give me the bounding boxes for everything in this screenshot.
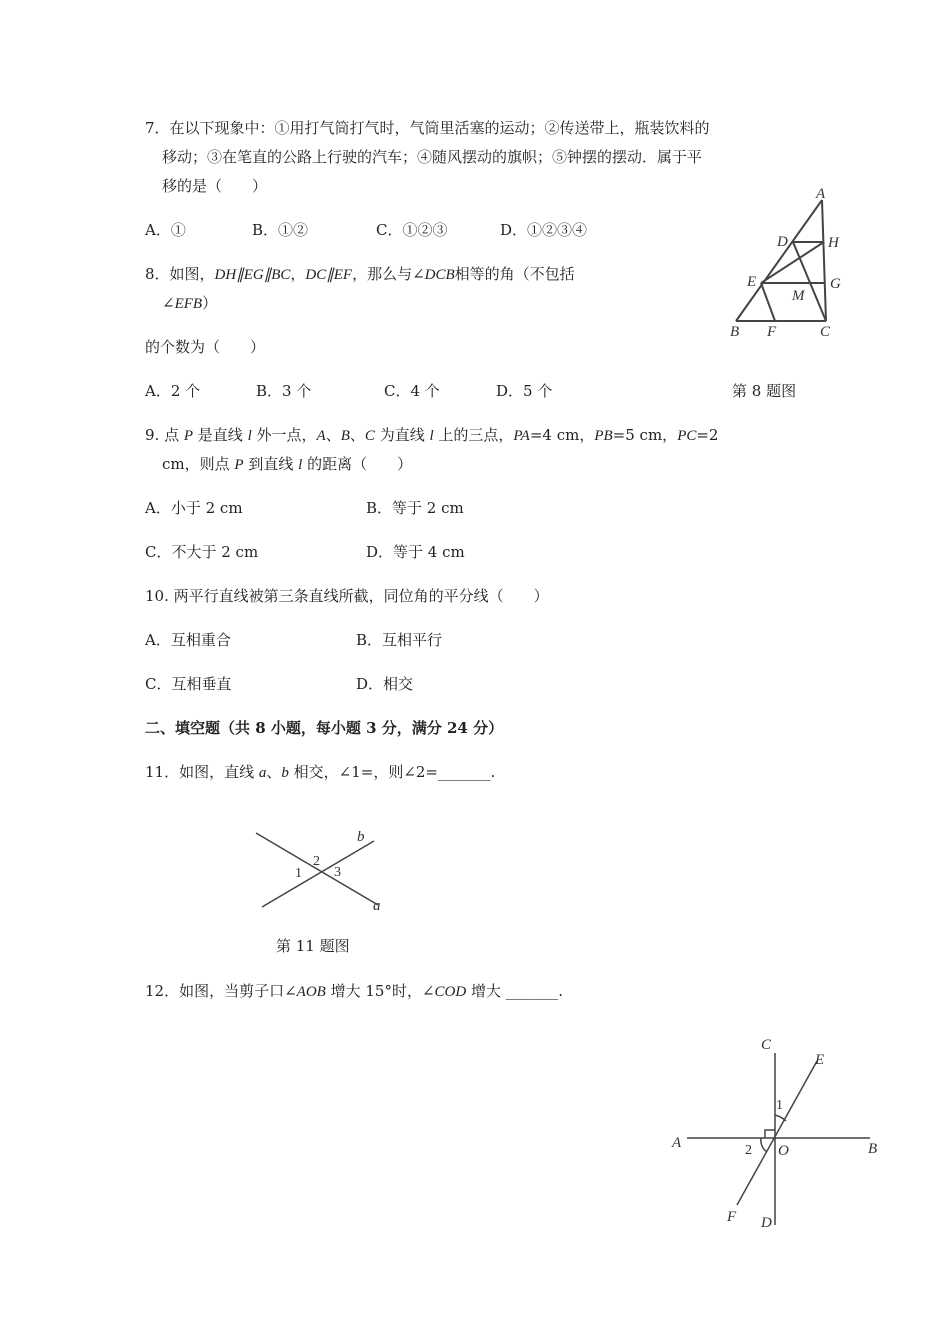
q12-end: . — [558, 982, 564, 1000]
q8-prefix: 8．如图， — [145, 265, 215, 283]
q9-option-c: C．不大于 2 cm — [145, 543, 259, 561]
q8-option-c: C．4 个 — [384, 382, 440, 400]
q8-math2: DC∥EF — [305, 267, 353, 283]
q8-line2 — [162, 293, 217, 314]
q10-option-a: A．互相重合 — [145, 631, 231, 649]
section2-title: 二、填空题（共 8 小题，每小题 3 分，满分 24 分） — [145, 719, 504, 737]
q11-blank[interactable]: _______ — [438, 763, 491, 781]
q8-option-d: D．5 个 — [496, 382, 553, 400]
q9-option-a: A．小于 2 cm — [145, 499, 243, 517]
q8-mid: ，那么与∠ — [352, 265, 425, 283]
q8-math1: DH∥EG∥BC — [214, 267, 291, 283]
q10-option-b: B．互相平行 — [356, 631, 443, 649]
q8-figure-caption: 第 8 题图 — [732, 382, 797, 400]
q9-m3: A — [316, 428, 326, 444]
q8-label-e: E — [747, 274, 757, 290]
q11-mid1: 、 — [266, 763, 282, 781]
q9-l2b: 到直线 — [243, 455, 299, 473]
q12-mid2: 增大 — [466, 982, 506, 1000]
q8-line3: 的个数为（ ） — [145, 338, 266, 356]
q12-label-f: F — [727, 1209, 737, 1225]
q7-line2: 移动；③在笔直的公路上行驶的汽车；④随风摆动的旗帜；⑤钟摆的摆动．属于平 — [162, 148, 703, 166]
q9-t7: 上的三点， — [433, 426, 514, 444]
q9-m6: l — [429, 428, 434, 444]
q9-line1 — [145, 425, 718, 446]
q12-label-2: 2 — [745, 1143, 752, 1158]
q12-label-1: 1 — [776, 1098, 783, 1113]
q9-l2m1: P — [234, 457, 244, 473]
q12-pre: 12．如图，当剪子口∠ — [145, 982, 297, 1000]
right-angle-mark — [765, 1130, 775, 1138]
q10-option-d: D．相交 — [356, 675, 414, 693]
q12-figure — [665, 1035, 890, 1235]
q8-angle-symbol: ∠ — [162, 294, 175, 312]
q8-label-d: D — [777, 234, 788, 250]
q11-label-a: a — [373, 898, 381, 914]
q9-line2 — [162, 454, 412, 475]
q8-math3: DCB — [424, 267, 455, 283]
q11-end: . — [490, 763, 496, 781]
q8-suffix: 相等的角（不包括 — [454, 265, 575, 283]
q8-label-c: C — [820, 324, 831, 340]
q12-m1: AOB — [296, 984, 326, 1000]
q11-figure-caption: 第 11 题图 — [276, 937, 350, 955]
q12-label-o: O — [778, 1143, 789, 1159]
q8-label-m: M — [792, 288, 805, 304]
q11-mid2: 相交，∠1=，则∠2= — [288, 763, 439, 781]
q9-t4: 、 — [325, 426, 341, 444]
q9-m9: PC — [677, 428, 697, 444]
q9-t6: 为直线 — [374, 426, 430, 444]
q8-option-a: A．2 个 — [145, 382, 201, 400]
q12-m2: COD — [434, 984, 467, 1000]
q8-figure — [720, 180, 860, 345]
q9-m4: B — [340, 428, 350, 444]
q11-label-2: 2 — [313, 854, 320, 869]
q9-t3: 外一点， — [251, 426, 317, 444]
q8-label-g: G — [830, 276, 841, 292]
line-ef — [761, 283, 775, 321]
q9-m8: PB — [594, 428, 613, 444]
q11-figure — [250, 825, 390, 915]
q7-option-d: D．①②③④ — [500, 221, 588, 239]
line-ab — [736, 200, 822, 321]
q8-figure-lines — [736, 200, 826, 321]
q12-blank[interactable]: _______ — [505, 982, 559, 1000]
q11-line1 — [145, 762, 495, 783]
q9-m1: P — [183, 428, 194, 444]
q9-t9: =5 cm， — [612, 426, 678, 444]
line-ef — [737, 1061, 817, 1205]
q8-line2-math: EFB — [174, 296, 203, 312]
q12-label-e: E — [815, 1052, 825, 1068]
q9-t10: =2 — [696, 426, 719, 444]
q8-label-b: B — [730, 324, 740, 340]
q8-label-f: F — [767, 324, 777, 340]
q7-option-a: A．① — [145, 221, 186, 239]
q10-line1: 10. 两平行直线被第三条直线所截，同位角的平分线（ ） — [145, 587, 549, 605]
q7-line3: 移的是（ ） — [162, 177, 268, 195]
q12-label-b: B — [868, 1141, 878, 1157]
angle-1-arc — [775, 1115, 786, 1121]
q8-line1 — [145, 264, 575, 285]
q8-comma: ， — [290, 265, 306, 283]
q11-m1: a — [258, 765, 267, 781]
q9-m7: PA — [513, 428, 530, 444]
line-dc — [793, 242, 826, 321]
q12-label-a: A — [672, 1135, 682, 1151]
line-ac — [822, 200, 826, 321]
q12-label-c: C — [761, 1037, 772, 1053]
q7-option-c: C．①②③ — [376, 221, 448, 239]
q11-m2: b — [281, 765, 289, 781]
q12-line1 — [145, 981, 563, 1002]
angle-2-arc — [761, 1138, 767, 1152]
q7-option-b: B．①② — [252, 221, 309, 239]
q9-t2: 是直线 — [193, 426, 248, 444]
q9-l2m2: l — [298, 457, 303, 473]
q11-label-3: 3 — [334, 865, 341, 880]
q12-label-d: D — [761, 1215, 772, 1231]
q9-t1: 9. 点 — [145, 426, 184, 444]
q9-option-d: D．等于 4 cm — [366, 543, 465, 561]
q10-option-c: C．互相垂直 — [145, 675, 232, 693]
q9-t8: =4 cm， — [529, 426, 595, 444]
q9-t5: 、 — [349, 426, 365, 444]
q8-label-h: H — [828, 235, 839, 251]
q9-l2c: 的距离（ ） — [302, 455, 413, 473]
line-b — [262, 841, 374, 907]
q9-m2: l — [247, 428, 252, 444]
q9-l2a: cm，则点 — [162, 455, 235, 473]
q9-option-b: B．等于 2 cm — [366, 499, 464, 517]
q8-label-a: A — [816, 186, 826, 202]
q8-option-b: B．3 个 — [256, 382, 312, 400]
q11-pre: 11．如图，直线 — [145, 763, 259, 781]
q12-mid: 增大 15°时，∠ — [325, 982, 435, 1000]
q9-m5: C — [364, 428, 375, 444]
line-eh — [761, 242, 824, 283]
q11-label-1: 1 — [295, 866, 302, 881]
q8-line2-close: ） — [202, 294, 218, 312]
q11-label-b: b — [357, 829, 365, 845]
q7-line1: 7．在以下现象中：①用打气筒打气时，气筒里活塞的运动；②传送带上，瓶装饮料的 — [145, 119, 710, 137]
